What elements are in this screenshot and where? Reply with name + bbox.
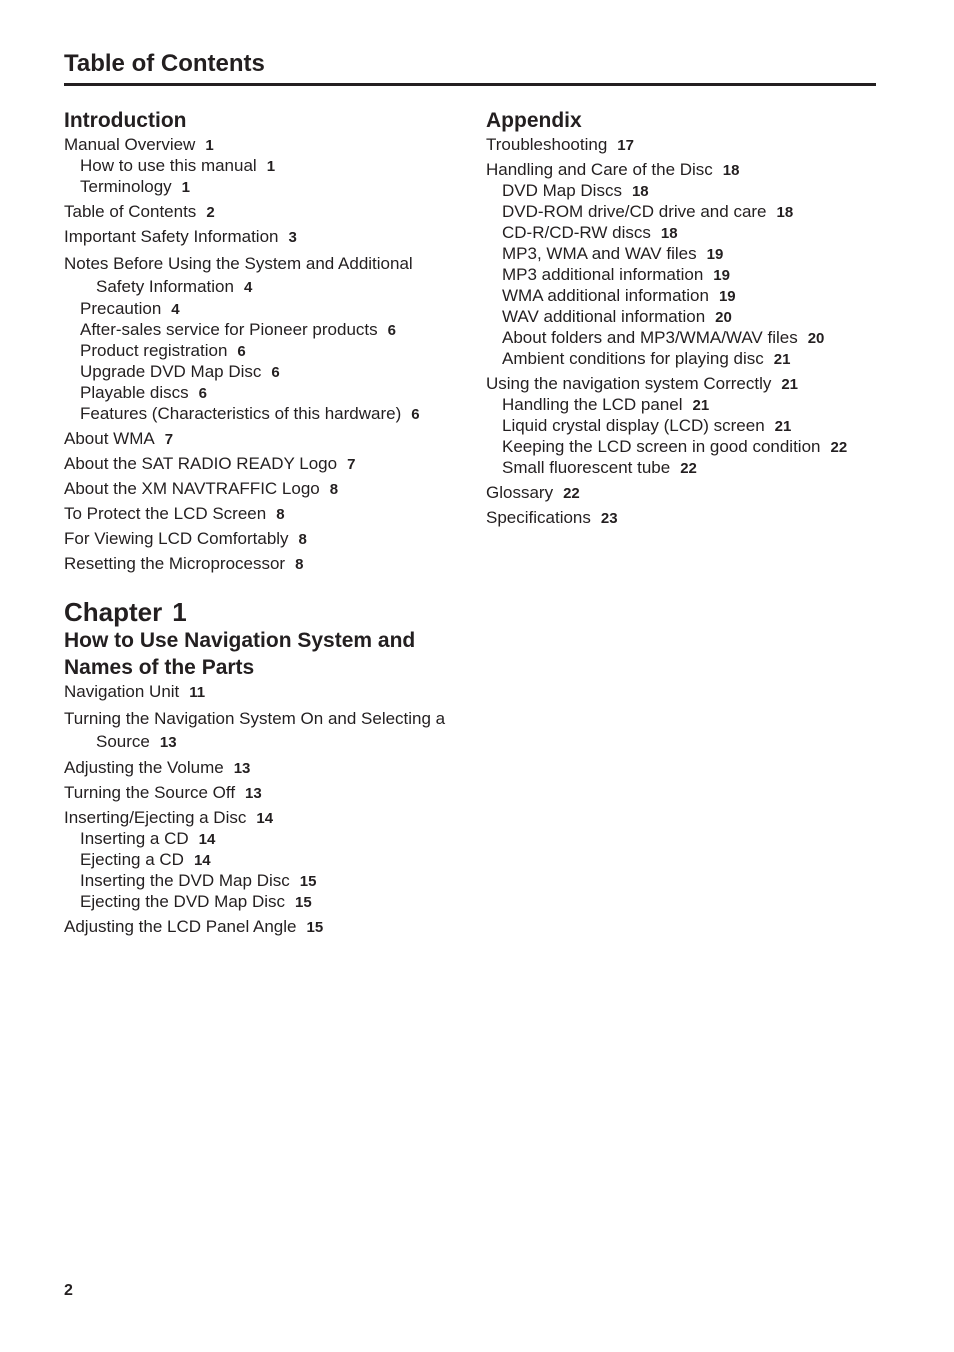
toc-entry-title: For Viewing LCD Comfortably — [64, 529, 289, 548]
toc-entry — [64, 320, 464, 341]
toc-entry-title: WMA additional information — [502, 286, 709, 305]
toc-entry — [486, 349, 886, 370]
toc-entry — [486, 374, 886, 395]
toc-entry — [486, 437, 886, 458]
toc-entry — [64, 871, 464, 892]
toc-entry — [64, 479, 464, 500]
toc-entry-title: Manual Overview — [64, 135, 196, 154]
toc-entry-page: 18 — [660, 225, 678, 242]
toc-entry — [64, 202, 464, 223]
toc-entry-title: About folders and MP3/WMA/WAV files — [502, 328, 798, 347]
toc-entry-title: Playable discs — [80, 383, 189, 402]
toc-entry — [64, 682, 464, 703]
toc-entry-page: 8 — [329, 481, 339, 498]
toc-entry-title: Upgrade DVD Map Disc — [80, 362, 262, 381]
toc-entry-title: Glossary — [486, 483, 554, 502]
toc-entry-page: 6 — [411, 406, 420, 423]
chapter-1-section — [64, 597, 464, 938]
toc-entry — [64, 758, 464, 779]
toc-entry — [64, 554, 464, 575]
toc-entry-title: Ejecting the DVD Map Disc — [80, 892, 286, 911]
toc-entry-page: 8 — [276, 506, 285, 523]
toc-entry — [486, 181, 886, 202]
toc-entry-title: Features (Characteristics of this hardware) — [80, 404, 402, 423]
toc-entry-title: Specifications — [486, 508, 591, 527]
toc-entry — [64, 383, 464, 404]
toc-entry-title: About the XM NAVTRAFFIC Logo — [64, 479, 320, 498]
toc-entry — [486, 223, 886, 244]
toc-entry-page: 3 — [288, 229, 297, 246]
toc-entry-page: 15 — [306, 919, 324, 936]
toc-entry — [486, 307, 886, 328]
toc-entry — [64, 341, 464, 362]
toc-entry-title: Ambient conditions for playing disc — [502, 349, 764, 368]
toc-entry-title: MP3 additional information — [502, 265, 704, 284]
toc-entry — [486, 160, 886, 181]
toc-entry-page: 23 — [600, 510, 618, 527]
toc-entry-title: After-sales service for Pioneer products — [80, 320, 378, 339]
toc-entry-page: 13 — [233, 760, 251, 777]
toc-entry — [64, 783, 464, 804]
toc-entry-page: 18 — [776, 204, 794, 221]
toc-entry-page: 19 — [706, 246, 724, 263]
toc-entry-title: Turning the Navigation System On and Selecting a Source — [64, 709, 446, 751]
toc-entry-title: Ejecting a CD — [80, 850, 184, 869]
toc-entry-title: Product registration — [80, 341, 228, 360]
toc-entry-page: 4 — [243, 279, 253, 296]
toc-entry-page: 21 — [774, 418, 792, 435]
toc-entry-title: Table of Contents — [64, 202, 197, 221]
toc-entry — [486, 328, 886, 349]
toc-entry-page: 19 — [718, 288, 736, 305]
toc-entry — [64, 917, 464, 938]
toc-entry-page: 13 — [245, 785, 262, 802]
toc-entry-title: Terminology — [80, 177, 172, 196]
toc-entry-title: How to use this manual — [80, 156, 257, 175]
toc-entry-title: Adjusting the Volume — [64, 758, 224, 777]
toc-entry — [486, 244, 886, 265]
toc-entry-page: 1 — [181, 179, 190, 196]
toc-entry-page: 6 — [198, 385, 208, 402]
toc-entry-title: CD-R/CD-RW discs — [502, 223, 651, 242]
appendix-entries — [486, 135, 886, 529]
toc-entry — [486, 458, 886, 479]
title-rule — [64, 83, 876, 86]
appendix-section — [486, 108, 886, 529]
toc-entry-page: 6 — [387, 322, 396, 339]
chapter-1-heading: How to Use Navigation System and Names of the Parts — [64, 629, 416, 679]
toc-entry-page: 18 — [631, 183, 649, 200]
toc-entry-title: Keeping the LCD screen in good condition — [502, 437, 821, 456]
chapter-label — [64, 597, 464, 627]
toc-entry-title: About WMA — [64, 429, 155, 448]
toc-entry — [64, 299, 464, 320]
toc-entry-page: 19 — [713, 267, 730, 284]
toc-entry-title: Troubleshooting — [486, 135, 608, 154]
toc-entry — [64, 829, 464, 850]
introduction-section — [64, 108, 464, 575]
toc-entry-title: Adjusting the LCD Panel Angle — [64, 917, 297, 936]
toc-entry-page: 21 — [781, 376, 799, 393]
toc-entry-title: Inserting/Ejecting a Disc — [64, 808, 247, 827]
introduction-entries — [64, 135, 464, 575]
toc-entry-title: DVD-ROM drive/CD drive and care — [502, 202, 767, 221]
toc-entry-page: 22 — [830, 439, 848, 456]
toc-entry-title: Handling and Care of the Disc — [486, 160, 713, 179]
introduction-heading: Introduction — [64, 109, 187, 132]
toc-entry-page: 17 — [617, 137, 634, 154]
toc-entry-title: Inserting the DVD Map Disc — [80, 871, 290, 890]
toc-entry — [64, 504, 464, 525]
toc-entry-page: 22 — [563, 485, 580, 502]
toc-entry-title: Small fluorescent tube — [502, 458, 671, 477]
toc-entry-page: 21 — [773, 351, 791, 368]
toc-entry-title: Important Safety Information — [64, 227, 279, 246]
toc-entry-title: About the SAT RADIO READY Logo — [64, 454, 338, 473]
chapter-word: Chapter — [64, 597, 163, 627]
toc-entry — [486, 202, 886, 223]
toc-entry-title: DVD Map Discs — [502, 181, 622, 200]
page-title: Table of Contents — [64, 50, 265, 77]
toc-entry-page: 20 — [807, 330, 825, 347]
toc-entry-title: Liquid crystal display (LCD) screen — [502, 416, 765, 435]
toc-entry — [64, 156, 464, 177]
toc-entry — [486, 483, 886, 504]
toc-entry-page: 2 — [206, 204, 215, 221]
toc-entry — [64, 529, 464, 550]
toc-entry — [64, 850, 464, 871]
toc-entry-page: 15 — [295, 894, 312, 911]
toc-entry — [64, 135, 464, 156]
toc-entry — [64, 177, 464, 198]
right-column — [486, 108, 886, 529]
toc-entry-page: 14 — [198, 831, 216, 848]
toc-entry — [64, 404, 464, 425]
toc-entry — [486, 265, 886, 286]
toc-entry-page: 1 — [205, 137, 214, 154]
toc-entry-page: 6 — [271, 364, 280, 381]
toc-entry-page: 22 — [680, 460, 697, 477]
toc-entry — [486, 135, 886, 156]
toc-entry-page: 18 — [722, 162, 740, 179]
toc-entry-page: 11 — [189, 684, 206, 701]
chapter-1-entries — [64, 682, 464, 938]
toc-entry-page: 1 — [266, 158, 276, 175]
toc-entry — [64, 227, 464, 248]
toc-entry-page: 6 — [237, 343, 246, 360]
toc-entry-page: 14 — [193, 852, 211, 869]
toc-entry-page: 14 — [256, 810, 274, 827]
toc-entry — [64, 707, 464, 754]
appendix-heading: Appendix — [486, 109, 582, 132]
toc-entry — [486, 416, 886, 437]
toc-entry-title: Turning the Source Off — [64, 783, 236, 802]
toc-entry-title: Using the navigation system Correctly — [486, 374, 772, 393]
toc-entry-page: 7 — [164, 431, 174, 448]
toc-entry-title: Handling the LCD panel — [502, 395, 683, 414]
toc-entry-page: 15 — [299, 873, 317, 890]
toc-entry — [64, 362, 464, 383]
toc-entry-title: Navigation Unit — [64, 682, 180, 701]
toc-entry-title: To Protect the LCD Screen — [64, 504, 267, 523]
toc-entry — [64, 454, 464, 475]
toc-entry — [64, 252, 464, 299]
toc-entry-page: 4 — [171, 301, 180, 318]
toc-entry — [64, 808, 464, 829]
toc-entry — [64, 892, 464, 913]
footer-page-number: 2 — [64, 1282, 73, 1299]
toc-entry-page: 21 — [692, 397, 710, 414]
toc-entry — [64, 429, 464, 450]
toc-entry-title: MP3, WMA and WAV files — [502, 244, 697, 263]
toc-entry-title: Notes Before Using the System and Additional Safety Information — [64, 254, 413, 296]
toc-entry-title: Precaution — [80, 299, 162, 318]
toc-entry — [486, 286, 886, 307]
toc-entry-page: 20 — [715, 309, 732, 326]
toc-entry-page: 8 — [295, 556, 304, 573]
left-column — [64, 108, 464, 938]
toc-entry-page: 8 — [298, 531, 307, 548]
toc-entry — [486, 395, 886, 416]
toc-entry — [486, 508, 886, 529]
toc-entry-title: Inserting a CD — [80, 829, 189, 848]
toc-entry-title: WAV additional information — [502, 307, 706, 326]
toc-entry-page: 7 — [347, 456, 356, 473]
chapter-number: 1 — [172, 597, 187, 627]
toc-entry-page: 13 — [159, 734, 177, 751]
toc-entry-title: Resetting the Microprocessor — [64, 554, 286, 573]
